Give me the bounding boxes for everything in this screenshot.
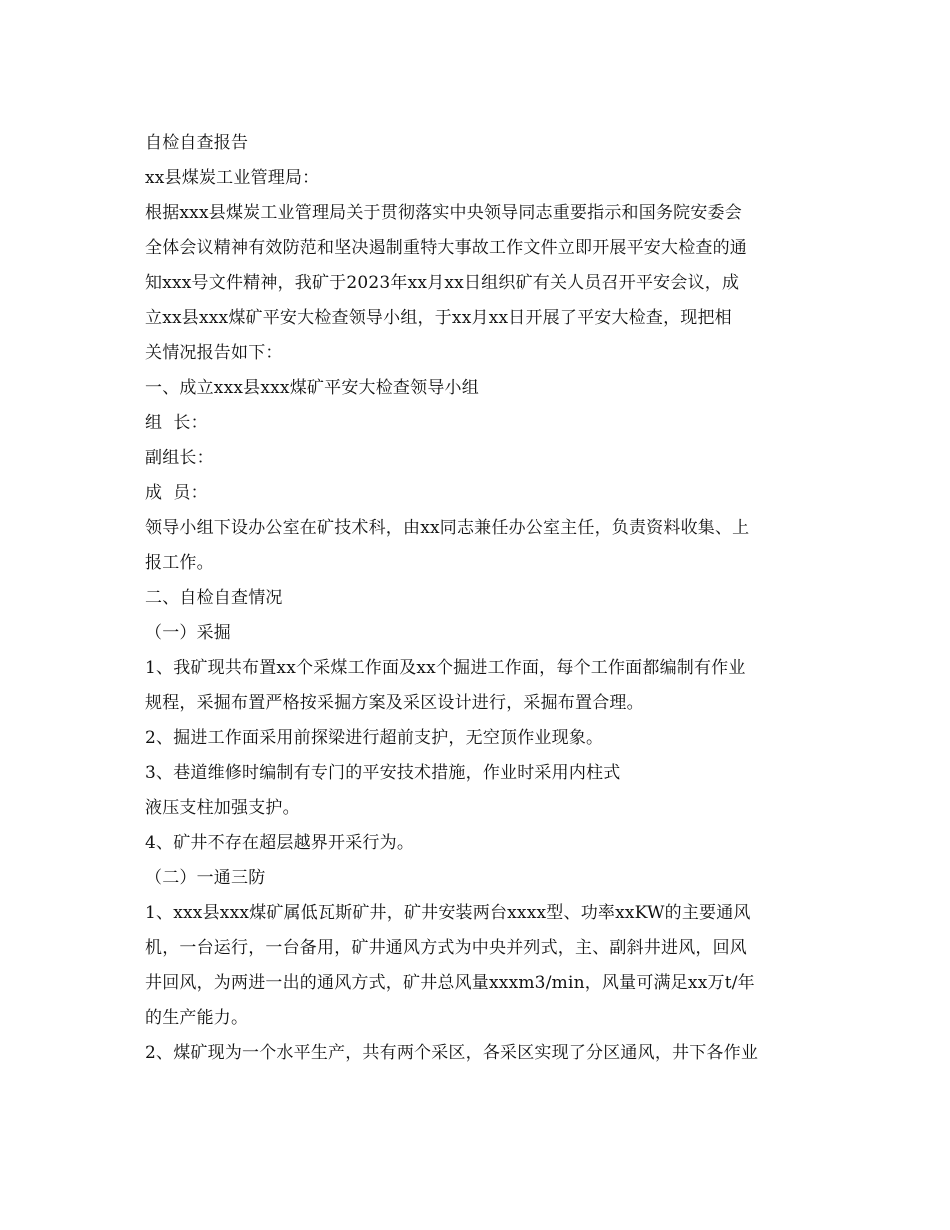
list-item: 4、矿井不存在超层越界开采行为。 [145,833,415,853]
paragraph-line: 2、煤矿现为一个水平生产，共有两个采区，各采区实现了分区通风，井下各作业 [145,1043,759,1063]
section-heading: 二、自检自查情况 [145,588,283,608]
document-body [145,126,815,1071]
office-paragraph [145,511,815,581]
paragraph-line: 液压支柱加强支护。 [145,798,300,818]
paragraph-line: 机，一台运行，一台备用，矿井通风方式为中央并列式，主、副斜井进风，回风 [145,938,747,958]
list-item [145,896,815,1036]
intro-paragraph [145,196,815,371]
paragraph-line: 1、xxx县xxx煤矿属低瓦斯矿井，矿井安装两台xxxx型、功率xxKW的主要通风 [145,903,751,923]
members-line: 成 员： [145,483,208,503]
list-item: 2、掘进工作面采用前探梁进行超前支护，无空顶作业现象。 [145,728,604,748]
paragraph-line: 1、我矿现共布置xx个采煤工作面及xx个掘进工作面，每个工作面都编制有作业 [145,658,746,678]
paragraph-line: 立xx县xxx煤矿平安大检查领导小组，于xx月xx日开展了平安大检查，现把相 [145,308,732,328]
paragraph-line: 3、巷道维修时编制有专门的平安技术措施，作业时采用内柱式 [145,763,621,783]
paragraph-line: 井回风，为两进一出的通风方式，矿井总风量xxxm3/min，风量可满足xx万t/年 [145,973,755,993]
deputy-leader-line: 副组长： [145,448,214,468]
section-heading: 一、成立xxx县xxx煤矿平安大检查领导小组 [145,378,479,398]
group-leader-line: 组 长： [145,413,208,433]
list-item [145,651,815,721]
list-item [145,756,815,826]
paragraph-line: 根据xxx县煤炭工业管理局关于贯彻落实中央领导同志重要指示和国务院安委会 [145,203,742,223]
paragraph-line: 的生产能力。 [145,1008,249,1028]
paragraph-line: 关情况报告如下： [145,343,283,363]
paragraph-line: 全体会议精神有效防范和坚决遏制重特大事故工作文件立即开展平安大检查的通 [145,238,747,258]
document-title: 自检自查报告 [145,133,249,153]
paragraph-line: 领导小组下设办公室在矿技术科，由xx同志兼任办公室主任，负责资料收集、上 [145,518,750,538]
subsection-heading: （二）一通三防 [145,868,266,888]
paragraph-line: 知xxx号文件精神，我矿于2023年xx月xx日组织矿有关人员召开平安会议，成 [145,273,740,293]
addressee: xx县煤炭工业管理局： [145,168,320,188]
paragraph-line: 规程，采掘布置严格按采掘方案及采区设计进行，采掘布置合理。 [145,693,644,713]
list-item [145,1036,815,1071]
paragraph-line: 报工作。 [145,553,214,573]
subsection-heading: （一）采掘 [145,623,231,643]
